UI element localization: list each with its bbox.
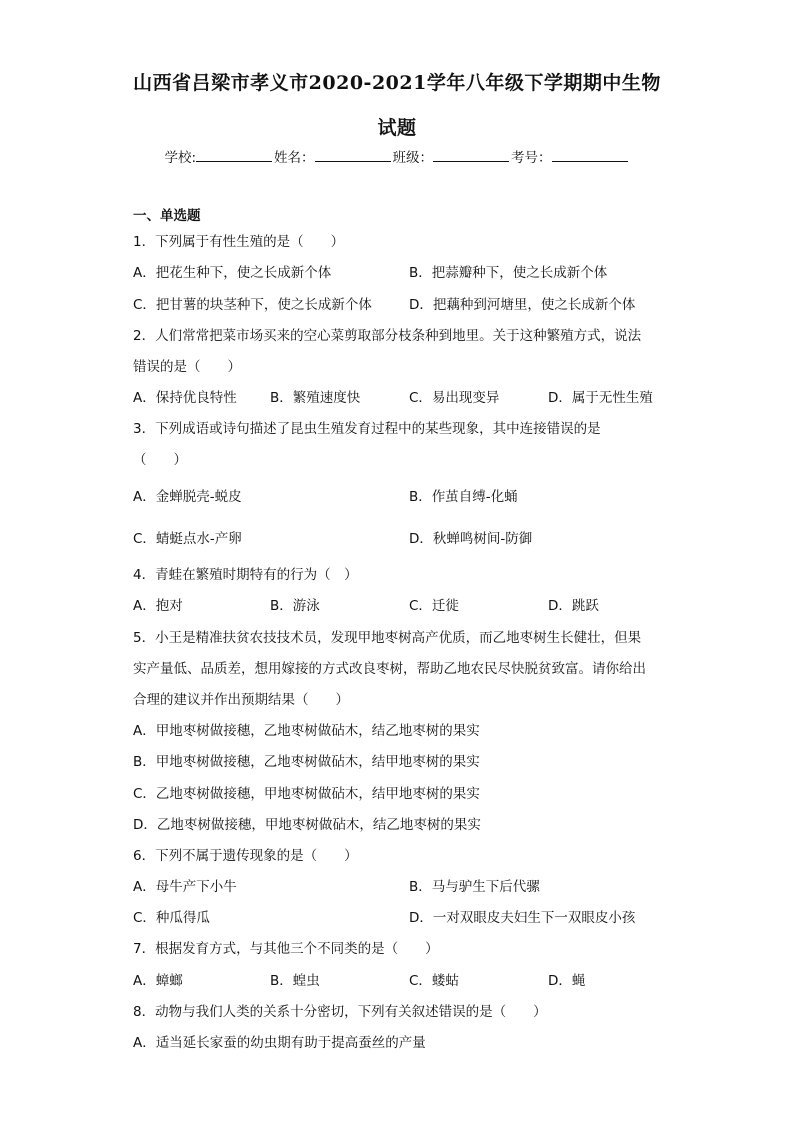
question-4-option-c: C．迁徙 xyxy=(409,598,459,614)
name-blank[interactable] xyxy=(315,149,391,162)
page-title: 山西省吕梁市孝义市2020-2021学年八年级下学期期中生物 xyxy=(133,72,661,94)
question-3-stem-continued: （ ） xyxy=(133,452,187,468)
question-1-stem: 1．下列属于有性生殖的是（ ） xyxy=(133,234,345,250)
question-5-option-d: D．乙地枣树做接穗，甲地枣树做砧木，结乙地枣树的果实 xyxy=(133,817,481,833)
question-6-option-a: A．母牛产下小牛 xyxy=(133,879,237,895)
question-6-option-d: D．一对双眼皮夫妇生下一双眼皮小孩 xyxy=(409,910,636,926)
question-2-stem: 2．人们常常把菜市场买来的空心菜剪取部分枝条种到地里。关于这种繁殖方式，说法 xyxy=(133,328,642,344)
question-5-option-c: C．乙地枣树做接穗，甲地枣树做砧木，结甲地枣树的果实 xyxy=(133,786,480,802)
question-1-option-b: B．把蒜瓣种下，使之长成新个体 xyxy=(409,265,608,281)
name-label: 姓名： xyxy=(274,150,315,166)
question-6-option-b: B．马与驴生下后代骡 xyxy=(409,879,540,895)
question-4-option-a: A．抱对 xyxy=(133,598,183,614)
question-5-stem-continued-2: 合理的建议并作出预期结果（ ） xyxy=(133,692,349,708)
question-4-stem: 4．青蛙在繁殖时期特有的行为（ ） xyxy=(133,567,358,583)
school-label: 学校: xyxy=(164,150,197,166)
class-label: 班级： xyxy=(392,150,434,166)
question-7-option-b: B．蝗虫 xyxy=(270,973,320,989)
question-1-option-a: A．把花生种下，使之长成新个体 xyxy=(133,265,332,281)
question-4-option-b: B．游泳 xyxy=(270,598,320,614)
question-2-option-d: D．属于无性生殖 xyxy=(548,390,653,406)
question-5-option-b: B．甲地枣树做接穗，乙地枣树做砧木，结甲地枣树的果实 xyxy=(133,754,480,770)
question-2-stem-continued: 错误的是（ ） xyxy=(133,359,241,375)
question-3-stem: 3．下列成语或诗句描述了昆虫生殖发育过程中的某些现象，其中连接错误的是 xyxy=(133,421,601,437)
question-6-stem: 6．下列不属于遗传现象的是（ ） xyxy=(133,848,358,864)
exam-number-blank[interactable] xyxy=(552,149,628,162)
student-info-row xyxy=(0,146,794,166)
question-1-option-d: D．把藕种到河塘里，使之长成新个体 xyxy=(409,297,636,313)
question-2-option-c: C．易出现变异 xyxy=(409,390,500,406)
question-6-option-c: C．种瓜得瓜 xyxy=(133,910,210,926)
question-7-option-a: A．蟑螂 xyxy=(133,973,183,989)
question-3-option-b: B．作茧自缚-化蛹 xyxy=(409,489,518,505)
question-1-option-c: C．把甘薯的块茎种下，使之长成新个体 xyxy=(133,297,372,313)
question-2-option-a: A．保持优良特性 xyxy=(133,390,237,406)
question-5-stem-continued: 实产量低、品质差，想用嫁接的方式改良枣树，帮助乙地农民尽快脱贫致富。请你给出 xyxy=(133,661,646,677)
question-3-option-d: D．秋蝉鸣树间-防御 xyxy=(409,531,533,547)
class-blank[interactable] xyxy=(433,149,509,162)
question-4-option-d: D．跳跃 xyxy=(548,598,599,614)
question-7-stem: 7．根据发育方式，与其他三个不同类的是（ ） xyxy=(133,941,439,957)
question-3-option-a: A．金蝉脱壳-蜕皮 xyxy=(133,489,242,505)
question-8-stem: 8．动物与我们人类的关系十分密切，下列有关叙述错误的是（ ） xyxy=(133,1004,547,1020)
section-heading: 一、单选题 xyxy=(133,208,201,224)
question-8-option-a: A．适当延长家蚕的幼虫期有助于提高蚕丝的产量 xyxy=(133,1035,426,1051)
question-5-option-a: A．甲地枣树做接穗，乙地枣树做砧木，结乙地枣树的果实 xyxy=(133,723,480,739)
question-5-stem: 5．小王是精准扶贫农技技术员，发现甲地枣树高产优质，而乙地枣树生长健壮，但果 xyxy=(133,630,642,646)
page-title-continued: 试题 xyxy=(377,117,417,139)
exam-number-label: 考号： xyxy=(511,150,552,166)
question-7-option-d: D．蝇 xyxy=(548,973,586,989)
school-blank[interactable] xyxy=(196,149,272,162)
question-7-option-c: C．蝼蛄 xyxy=(409,973,459,989)
question-3-option-c: C．蜻蜓点水-产卵 xyxy=(133,531,242,547)
question-2-option-b: B．繁殖速度快 xyxy=(270,390,361,406)
